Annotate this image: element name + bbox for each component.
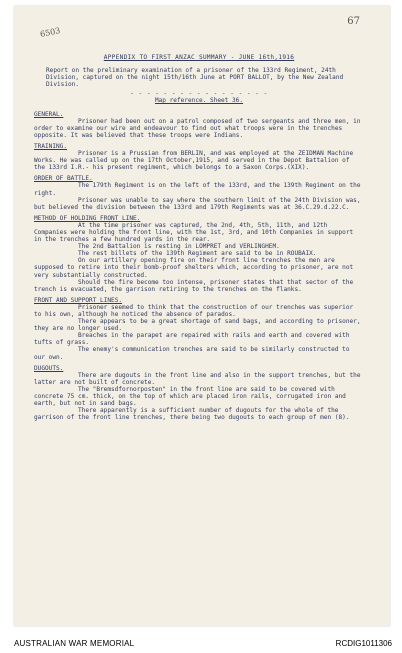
- footer-bar: [0, 638, 402, 652]
- section-order-of-battle: [34, 175, 364, 210]
- handwritten-note: 6503: [39, 25, 62, 40]
- paragraph: The 179th Regiment is on the left of the 133rd, and the 139th Regiment on the right.: [34, 182, 361, 197]
- paragraph: There apparently is a sufficient number of dugouts for the whole of the garrison of the front line trenches, there being two dugouts to each group of men (8).: [34, 407, 350, 422]
- page-number: 67: [347, 16, 360, 27]
- section-training: [34, 143, 364, 171]
- paragraph: Prisoner had been out on a patrol composed of two sergeants and three men, in order to examine our wire and endeavour to find out what troops were in the trenches opposite. It was believed that these troops were Indians.: [34, 117, 361, 139]
- divider: - - - - - - - - - - - - - - - - -: [130, 90, 268, 98]
- section-heading: DUGOUTS.: [34, 364, 64, 372]
- section-heading: FRONT AND SUPPORT LINES.: [34, 296, 123, 304]
- section-front-and-support: [34, 297, 364, 361]
- map-reference: Map reference. Sheet 36.: [154, 97, 244, 105]
- paragraph: The rest billets of the 139th Regiment are said to be in ROUBAIX.: [78, 250, 317, 258]
- paragraph: Breaches in the parapet are repaired with rails and earth and covered with tufts of grass.: [34, 332, 350, 347]
- paragraph: There appears to be a great shortage of sand bags, and according to prisoner, they are no longer used.: [34, 318, 361, 333]
- section-heading: METHOD OF HOLDING FRONT LINE.: [34, 214, 141, 222]
- intro-paragraph: Report on the preliminary examination of a prisoner of the 133rd Regiment, 24th Division, captured on the night 15th/16th June at PORT BALLOT, by the New Zealand Division.: [46, 67, 344, 89]
- document-sheet: [14, 6, 390, 626]
- paragraph: The 2nd Battalion is resting in LOMPRET and VERLINGHEM.: [78, 243, 280, 251]
- paragraph: At the time prisoner was captured, the 2nd, 4th, 5th, 11th, and 12th Companies were holding the front line, with the 1st, 3rd, and 10th Companies in support in the trenches a few hundred yards in the rear.: [34, 221, 354, 244]
- section-general: [34, 111, 364, 139]
- paragraph: On our artillery opening fire on their front line trenches the men are supposed to retire into their bomb-proof shelters which, according to prisoner, are not very substantially constructed.: [34, 257, 354, 279]
- section-heading: GENERAL.: [34, 110, 64, 118]
- paragraph: The "Bremsdfornorposten" in the front line are said to be covered with concrete 75 cm. thick, on the top of which are placed iron rails, corrugated iron and earth, but not in sand bags.: [34, 385, 346, 408]
- section-heading: ORDER OF BATTLE.: [34, 175, 93, 183]
- footer-id: RCDIG1011306: [335, 639, 392, 648]
- section-heading: TRAINING.: [34, 142, 68, 150]
- paragraph: Should the fire become too intense, prisoner states that that sector of the trench is evacuated, the garrison retiring to the trenches on the flanks.: [34, 278, 354, 293]
- document-title: APPENDIX TO FIRST ANZAC SUMMARY - JUNE 16th,1916: [103, 54, 295, 61]
- paragraph: Prisoner seemed to think that the construction of our trenches was superior to his own, although he noticed the absence of parados.: [34, 303, 354, 318]
- paragraph: Prisoner is a Prussian from BERLIN, and was employed at the ZEIDMAN Machine Works. He was called up on the 17th October,1915, and served in the Depot Battalion of the 133rd I.R.- his present regiment, which belongs to a Saxon Corps.(XIX).: [34, 150, 354, 172]
- paragraph: There are dugouts in the front line and also in the support trenches, but the latter are not built of concrete.: [34, 371, 361, 386]
- document-body: [34, 54, 364, 425]
- paragraph: The enemy's communication trenches are said to be similarly constructed to our own.: [34, 346, 350, 361]
- section-method-of-holding: [34, 215, 364, 293]
- paragraph: Prisoner was unable to say where the southern limit of the 24th Division was, but believed the division between the 133rd and 179th Regiments was at 36.C.29.d.22.C.: [34, 196, 361, 211]
- section-dugouts: [34, 365, 364, 422]
- footer-credit: AUSTRALIAN WAR MEMORIAL: [14, 639, 135, 648]
